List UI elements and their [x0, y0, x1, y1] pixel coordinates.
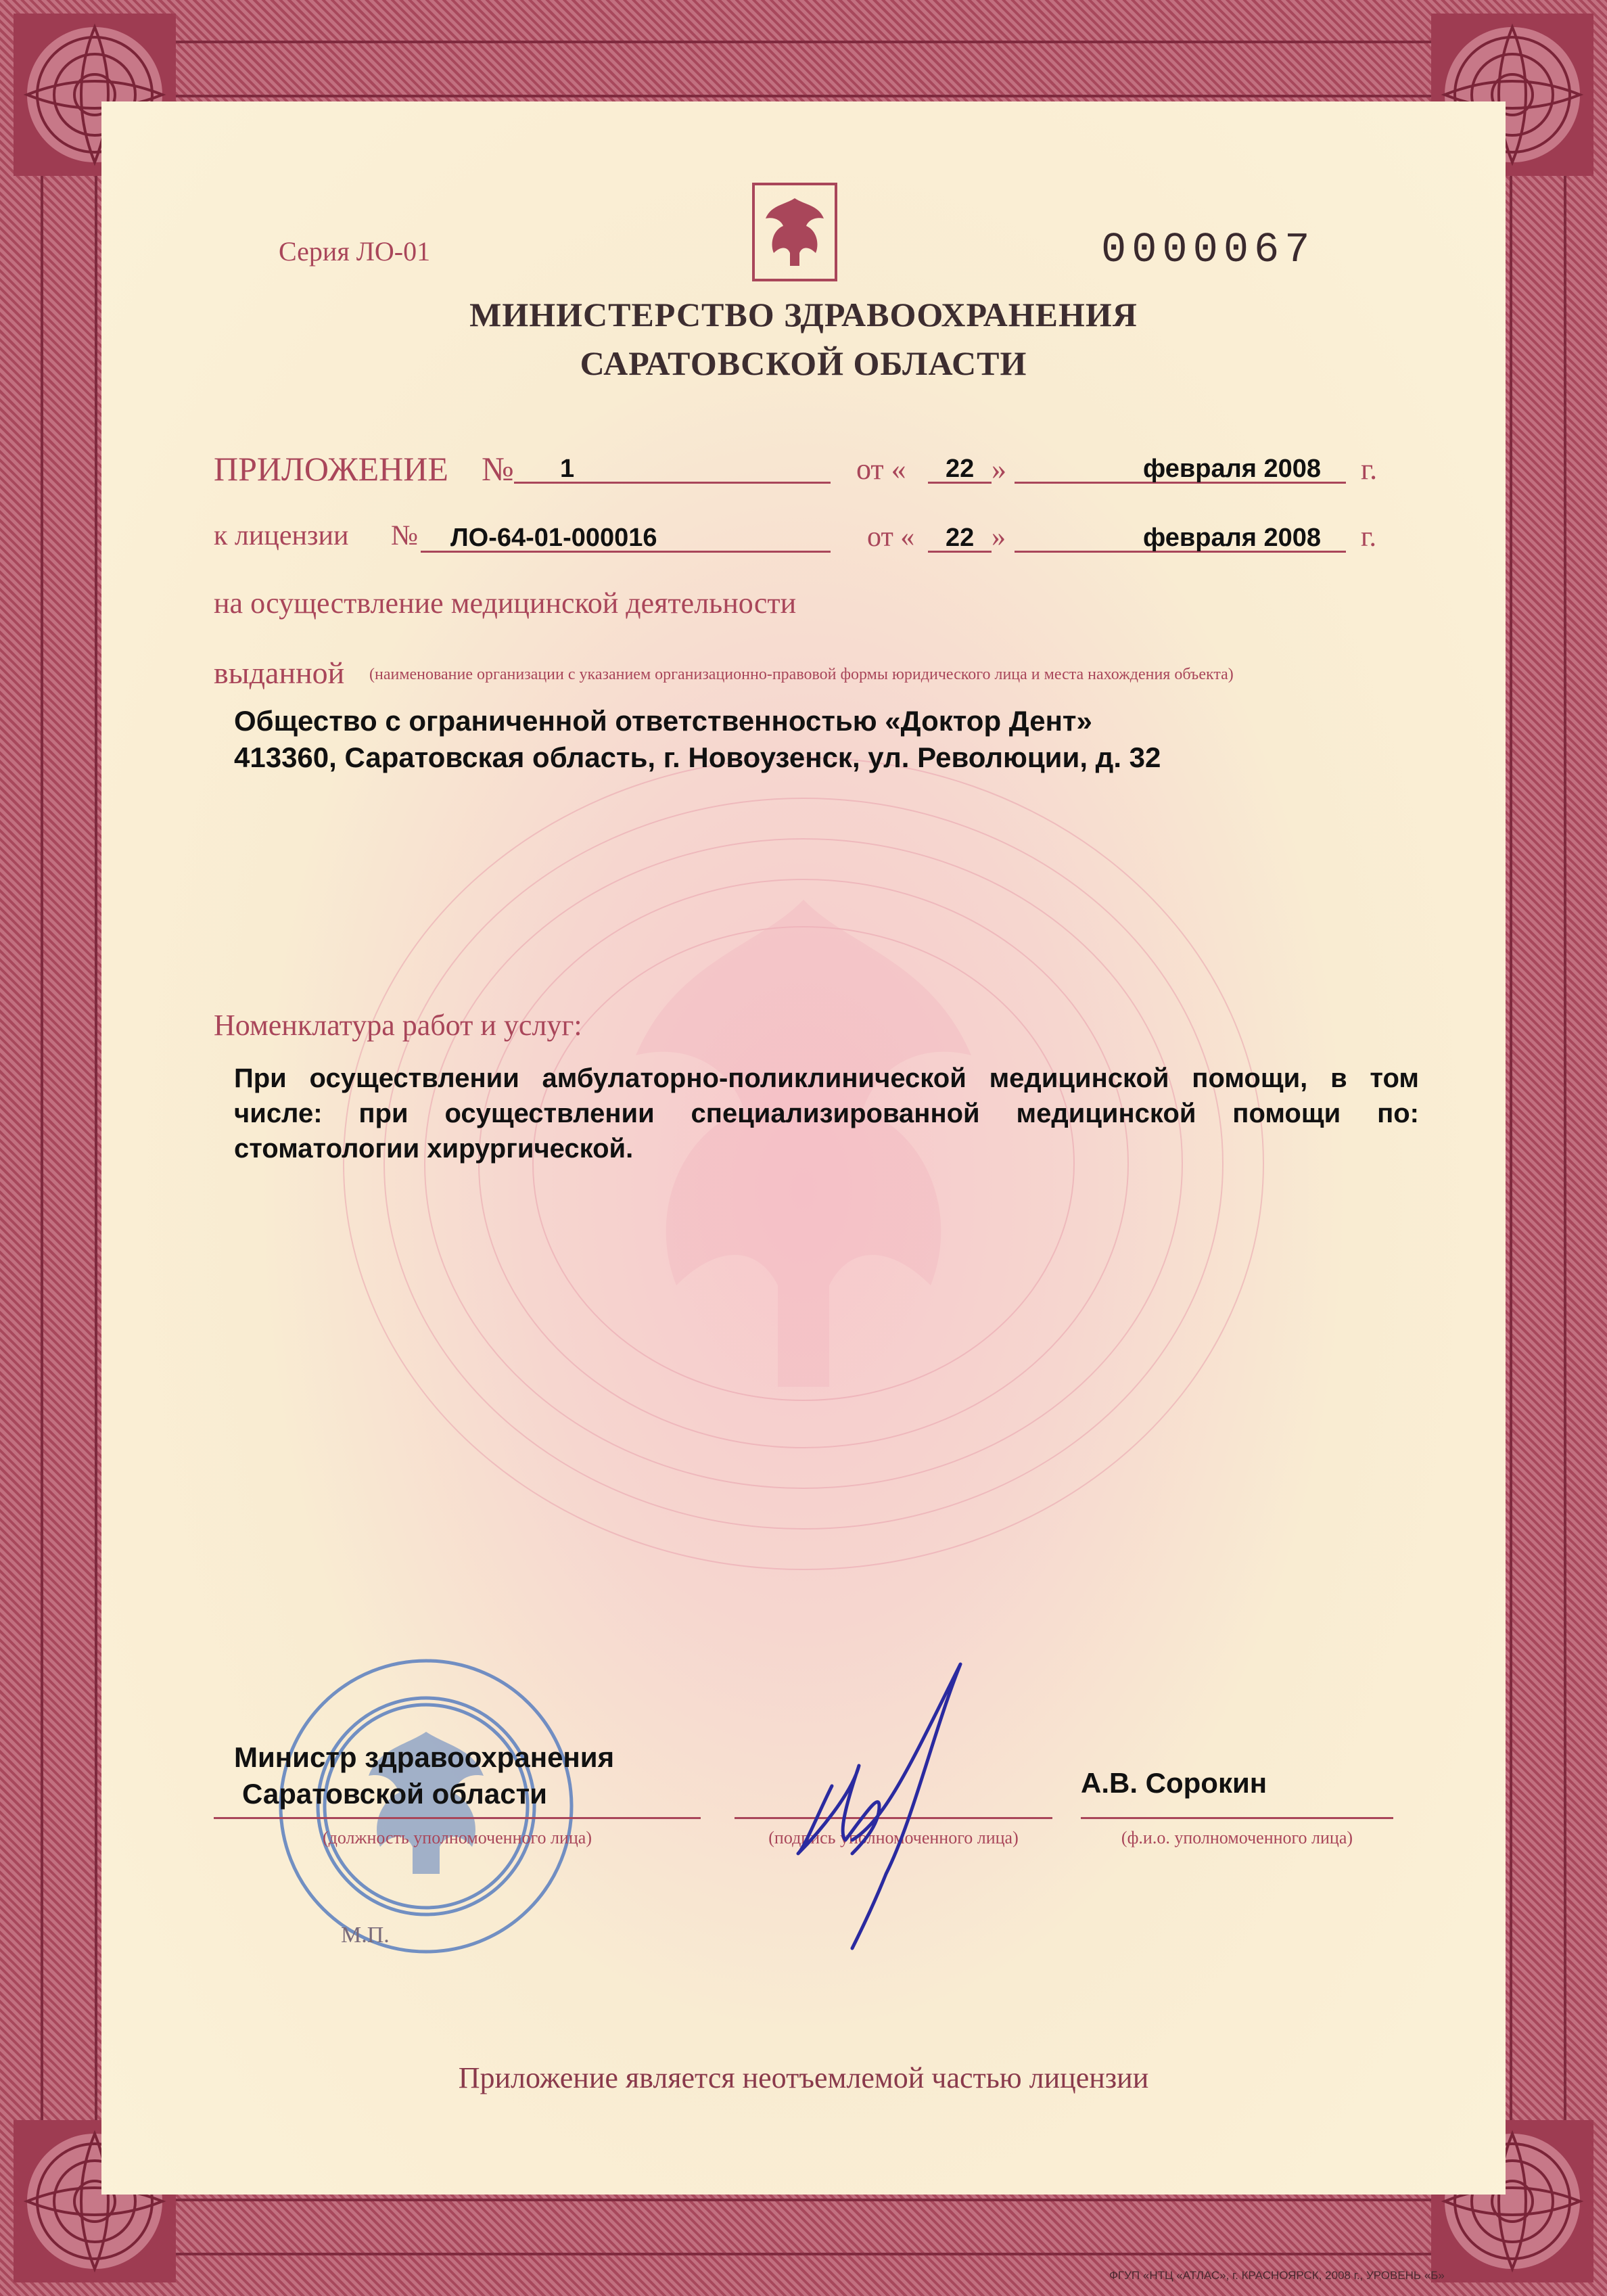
- license-month-year: февраля 2008: [1143, 524, 1321, 552]
- appendix-number-sign: №: [482, 450, 514, 488]
- handwritten-signature: [778, 1651, 981, 1962]
- name-caption: (ф.и.о. уполномоченного лица): [1121, 1828, 1353, 1847]
- signatory-position-line1: Министр здравоохранения: [234, 1741, 615, 1773]
- position-underline: [214, 1817, 701, 1819]
- nomenclature-line2: числе: при осуществлении специализированной медицинской помощи по:: [234, 1099, 1419, 1128]
- coat-of-arms-icon: [751, 181, 839, 283]
- printer-imprint: ФГУП «НТЦ «АТЛАС», г. КРАСНОЯРСК, 2008 г., УРОВЕНЬ «Б»: [1109, 2269, 1445, 2282]
- license-number: ЛО-64-01-000016: [450, 524, 657, 552]
- appendix-number: 1: [560, 455, 575, 483]
- position-caption: (должность уполномоченного лица): [322, 1828, 592, 1847]
- ministry-title-line2: САРАТОВСКОЙ ОБЛАСТИ: [580, 344, 1027, 382]
- appendix-year-suffix: г.: [1361, 453, 1378, 486]
- issued-hint: (наименование организации с указанием организационно-правовой формы юридического лица и места нахождения объекта): [369, 666, 1234, 683]
- signatory-name: А.В. Сорокин: [1081, 1767, 1267, 1799]
- license-number-sign: №: [391, 520, 419, 551]
- license-day-close-quote: »: [992, 522, 1006, 553]
- seal-place-label: М.П.: [341, 1923, 390, 1948]
- nomenclature-label: Номенклатура работ и услуг:: [214, 1009, 582, 1042]
- nomenclature-line3: стоматологии хирургической.: [234, 1134, 634, 1164]
- signature-caption: (подпись уполномоченного лица): [768, 1828, 1019, 1847]
- appendix-day-close-quote: »: [992, 453, 1006, 486]
- appendix-label: ПРИЛОЖЕНИЕ: [214, 450, 448, 488]
- signatory-position-line2: Саратовской области: [242, 1778, 547, 1810]
- issued-label: выданной: [214, 656, 345, 690]
- license-year-suffix: г.: [1361, 522, 1376, 553]
- appendix-month-year: февраля 2008: [1143, 455, 1321, 483]
- document-number: 0000067: [1101, 226, 1315, 274]
- series-label: Серия ЛО-01: [279, 236, 431, 267]
- license-label: к лицензии: [214, 520, 349, 551]
- appendix-date-from: от «: [856, 453, 906, 486]
- organization-address: 413360, Саратовская область, г. Новоузенск, ул. Революции, д. 32: [234, 741, 1161, 773]
- appendix-day: 22: [946, 455, 975, 483]
- nomenclature-line1: При осуществлении амбулаторно-поликлинической медицинской помощи, в том: [234, 1063, 1419, 1093]
- license-day: 22: [946, 524, 975, 552]
- activity-type: на осуществление медицинской деятельности: [214, 587, 797, 620]
- organization-name: Общество с ограниченной ответственностью «Доктор Дент»: [234, 705, 1092, 737]
- name-underline: [1081, 1817, 1393, 1819]
- license-date-from: от «: [867, 522, 915, 553]
- footer-note: Приложение является неотъемлемой частью лицензии: [458, 2061, 1149, 2094]
- ministry-title-line1: МИНИСТЕРСТВО ЗДРАВООХРАНЕНИЯ: [469, 296, 1138, 334]
